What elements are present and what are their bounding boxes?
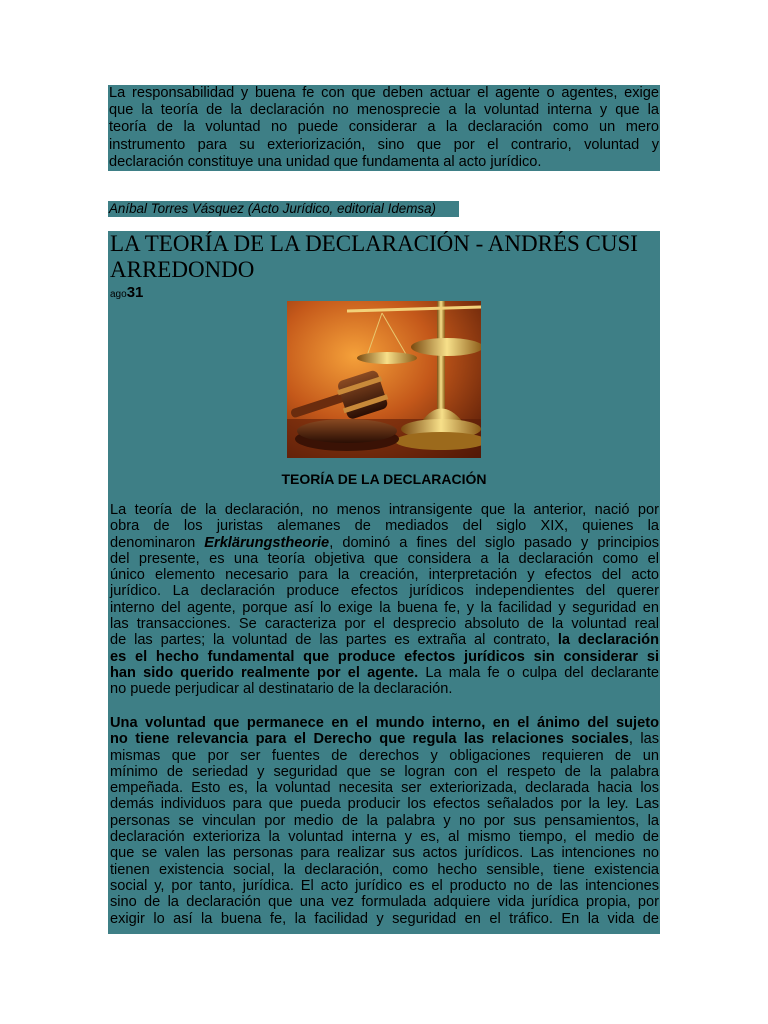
article-title bbox=[110, 231, 658, 283]
text-run: , dominó a fines del siglo pasado y principios bbox=[329, 534, 660, 551]
paragraph-line bbox=[110, 535, 659, 551]
paragraph bbox=[110, 502, 659, 698]
paragraph-line: mismas que por ser fuentes de derechos y obligaciones requieren de un bbox=[110, 747, 659, 764]
bold-text: la declaración bbox=[557, 632, 659, 649]
paragraph-line bbox=[110, 632, 659, 648]
paragraph-line bbox=[110, 665, 659, 681]
text-run: de las partes; la voluntad de las partes es extraña al contrato, bbox=[110, 632, 558, 649]
paragraph-line: La teoría de la declaración, no menos intransigente que la anterior, nació por bbox=[110, 502, 659, 518]
article-title-line: ARREDONDO bbox=[110, 257, 255, 282]
section-heading: TEORÍA DE LA DECLARACIÓN bbox=[281, 471, 487, 487]
intro-line: teoría de la voluntad no puede considerar a la declaración como un mero bbox=[109, 119, 659, 136]
paragraph bbox=[110, 715, 659, 927]
paragraph-line: sino de la declaración que una vez formulada adquiere vida jurídica propia, por bbox=[110, 894, 659, 911]
article-block bbox=[108, 231, 660, 934]
paragraph-line: personas se vinculan por medio de la palabra y no por sus pensamientos, la bbox=[110, 812, 659, 829]
intro-line: declaración constituye una unidad que fundamenta al acto jurídico. bbox=[109, 153, 542, 170]
article-title-line: LA TEORÍA DE LA DECLARACIÓN - ANDRÉS CUSI bbox=[110, 231, 638, 256]
paragraph-line: que se valen las personas para realizar sus actos jurídicos. Las intenciones no bbox=[110, 845, 659, 862]
text-run: , las bbox=[628, 731, 659, 748]
paragraph-line: mínimo de seriedad y seguridad que se logran con el respeto de la palabra bbox=[110, 763, 659, 780]
paragraph-line: empeñada. Esto es, la voluntad necesita ser exteriorizada, declarada hacia los bbox=[110, 780, 659, 797]
paragraph-line bbox=[110, 715, 659, 731]
bold-text: han sido querido realmente por el agente. bbox=[110, 664, 419, 681]
paragraph-line: exigir lo así la buena fe, la facilidad y seguridad en el tráfico. En la vida de bbox=[110, 910, 659, 927]
gavel-scales-illustration bbox=[287, 301, 481, 458]
text-run: denominaron bbox=[110, 534, 205, 551]
bold-text: no tiene relevancia para el Derecho que regula las relaciones sociales bbox=[110, 731, 629, 748]
intro-line: que la teoría de la declaración no menosprecie a la voluntad interna y que la bbox=[109, 102, 659, 119]
post-date-day: 31 bbox=[126, 284, 144, 301]
paragraph-line: jurídico. La declaración produce efectos jurídicos independientes del querer bbox=[110, 583, 659, 600]
paragraph-line: tienen existencia social, la declaración, como hecho sensible, tiene existencia bbox=[110, 861, 659, 878]
intro-line: La responsabilidad y buena fe con que deben actuar el agente o agentes, exige bbox=[109, 85, 659, 101]
paragraph-line: social y, por tanto, jurídica. El acto jurídico es el producto no de las intenciones bbox=[110, 877, 659, 894]
citation: Aníbal Torres Vásquez (Acto Jurídico, editorial Idemsa) bbox=[108, 201, 459, 217]
paragraph-line: del presente, es una teoría objetiva que considera a la declaración como el bbox=[110, 550, 659, 567]
paragraph-line bbox=[110, 649, 659, 665]
emphasis-term: Erklärungstheorie bbox=[204, 534, 330, 551]
paragraph-line: demás individuos para que pueda producir los efectos señalados por la ley. Las bbox=[110, 796, 659, 813]
paragraph-line: único elemento necesario para la creación, interpretación y efectos del acto bbox=[110, 567, 659, 584]
paragraph-line: obra de los juristas alemanes de mediados del siglo XIX, quienes la bbox=[110, 518, 659, 535]
paragraph-line: interno del agente, porque así lo exige la buena fe, y la facilidad y seguridad en bbox=[110, 599, 659, 616]
paragraph-line: declaración exterioriza la voluntad interna y es, al mismo tiempo, el medio de bbox=[110, 829, 659, 846]
intro-line: instrumento para su exteriorización, sino que por el contrario, voluntad y bbox=[109, 136, 659, 153]
bold-text: Una voluntad que permanece en el mundo interno, en el ánimo del sujeto bbox=[110, 715, 659, 731]
text-run: La mala fe o culpa del declarante bbox=[418, 664, 659, 681]
post-date-month: ago bbox=[110, 289, 127, 300]
post-date bbox=[110, 285, 143, 303]
paragraph-line: no puede perjudicar al destinatario de la declaración. bbox=[110, 681, 453, 698]
gavel-and-scales-photo bbox=[287, 301, 481, 458]
paragraph-line bbox=[110, 731, 659, 747]
intro-quote bbox=[108, 85, 660, 171]
paragraph-line: las transacciones. Se caracteriza por el desprecio absoluto de la voluntad real bbox=[110, 616, 659, 633]
bold-text: es el hecho fundamental que produce efectos jurídicos sin considerar si bbox=[110, 648, 659, 665]
